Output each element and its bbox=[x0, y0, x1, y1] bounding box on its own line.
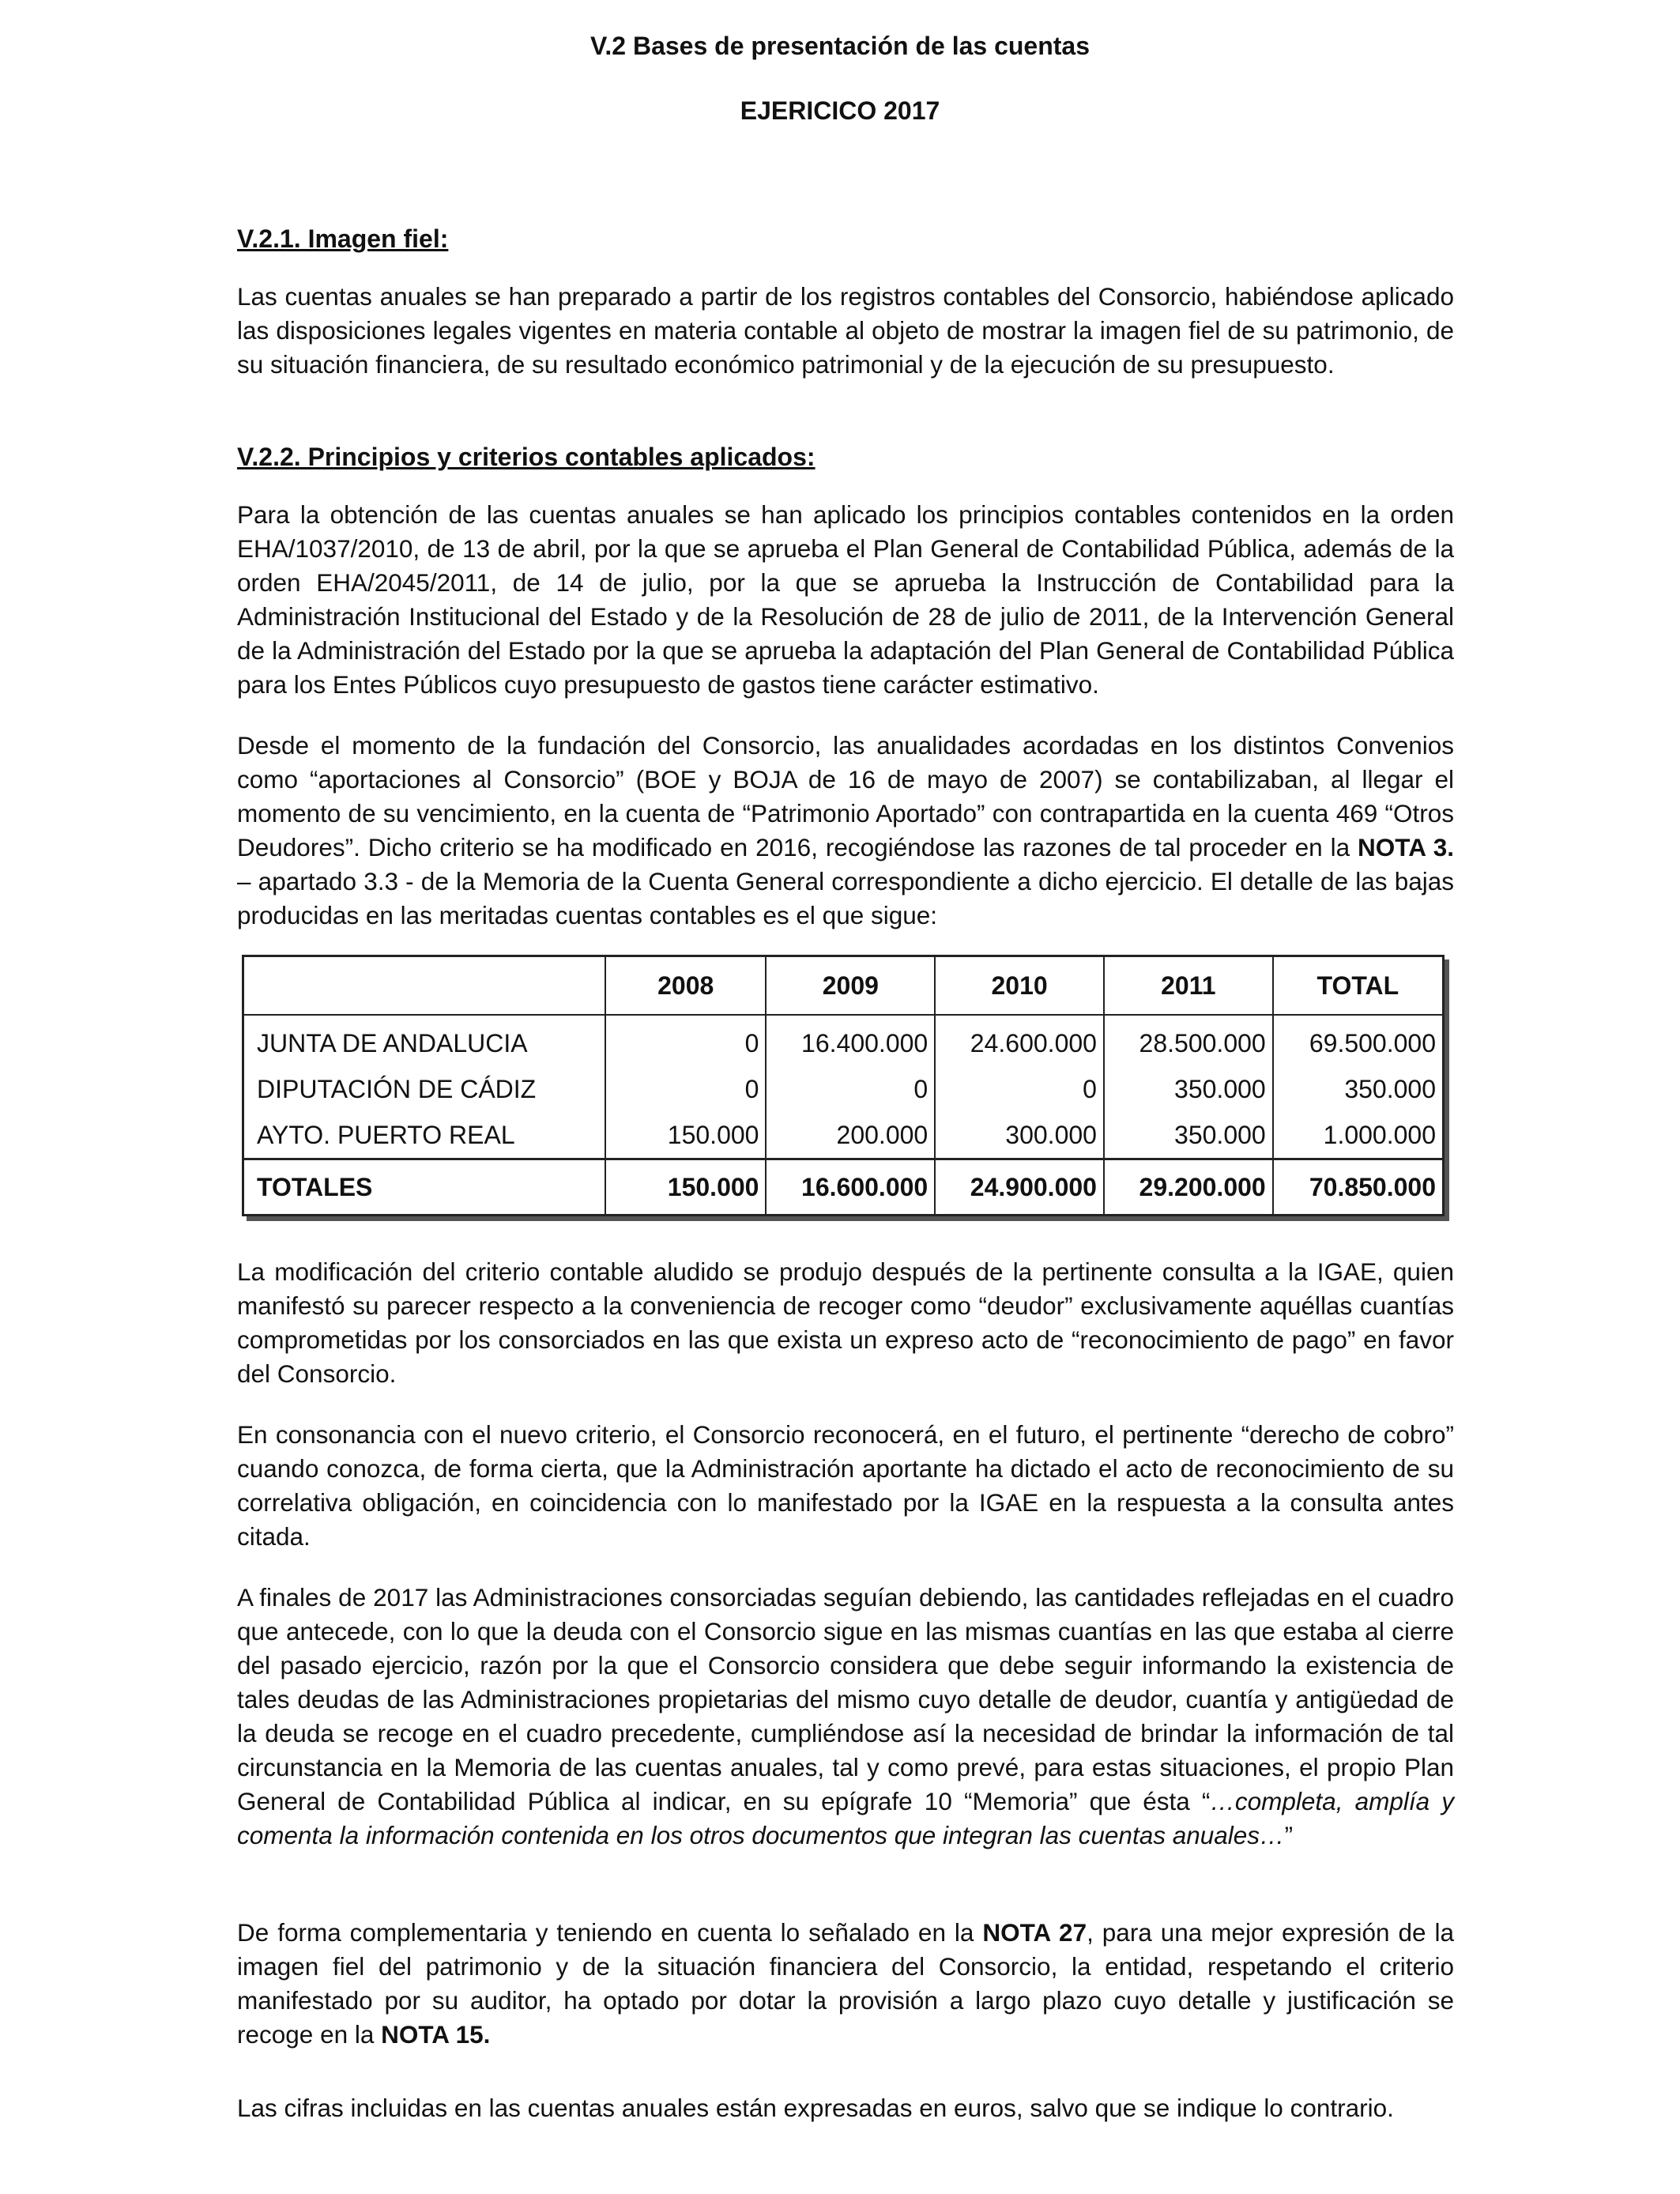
table-cell: 150.000 bbox=[605, 1159, 767, 1216]
table-header-cell: 2009 bbox=[766, 956, 935, 1016]
igae-consultation-paragraph: La modificación del criterio contable aludido se produjo después de la pertinente consulta a la IGAE, quien manifestó su parecer respecto a la conveniencia de recoger como “deudor” exclusivamente aquéllas cuantías comprometidas por los consorciados en las que exista un expreso acto de “reconocimiento de pago” en favor del Consorcio. bbox=[237, 1257, 1454, 1388]
section-imagen-fiel-paragraph: Las cuentas anuales se han preparado a partir de los registros contables del Consorcio, habiéndose aplicado las disposiciones legales vigentes en materia contable al objeto de mostrar la imagen fiel de su patrimonio, de su situación financiera, de su resultado económico patrimonial y de la ejecución de su presupuesto. bbox=[237, 282, 1454, 379]
nota-15-reference: NOTA 15. bbox=[381, 2020, 491, 2049]
table-header-cell: 2010 bbox=[935, 956, 1104, 1016]
table-cell: 150.000 bbox=[605, 1112, 767, 1159]
memoria-quote: …completa, amplía y comenta la información contenida en los otros documentos que integran las cuentas anuales… bbox=[237, 1787, 1454, 1849]
bajas-table bbox=[242, 955, 1445, 1216]
table-cell: 29.200.000 bbox=[1104, 1159, 1273, 1216]
table-cell: 0 bbox=[605, 1015, 767, 1066]
table-cell: 350.000 bbox=[1104, 1066, 1273, 1112]
table-cell: 0 bbox=[605, 1066, 767, 1112]
section-principios-paragraph-2: Desde el momento de la fundación del Consorcio, las anualidades acordadas en los distintos Convenios como “aportaciones al Consorcio” (BOE y BOJA de 16 de mayo de 2007) se contabilizaban, al llegar el momento de su vencimiento, en la cuenta de “Patrimonio Aportado” con contrapartida en la cuenta 469 “Otros Deudores”. Dicho criterio se ha modificado en 2016, recogiéndose las razones de tal proceder en la NOTA 3. – apartado 3.3 - de la Memoria de la Cuenta General correspondiente a dicho ejercicio. El detalle de las bajas producidas en las meritadas cuentas contables es el que sigue: bbox=[237, 731, 1454, 929]
table-cell: TOTALES bbox=[243, 1159, 605, 1216]
table-cell: 70.850.000 bbox=[1273, 1159, 1444, 1216]
derecho-cobro-paragraph: En consonancia con el nuevo criterio, el Consorcio reconocerá, en el futuro, el pertinente “derecho de cobro” cuando conozca, de forma cierta, que la Administración aportante ha dictado el acto de reconocimiento de su correlativa obligación, en coincidencia con lo manifestado por la IGAE en la respuesta a la consulta antes citada. bbox=[237, 1420, 1454, 1551]
table-cell: 28.500.000 bbox=[1104, 1015, 1273, 1066]
nota-3-reference: NOTA 3. bbox=[1358, 833, 1454, 861]
table-header-cell: 2008 bbox=[605, 956, 767, 1016]
table-cell: 350.000 bbox=[1273, 1066, 1444, 1112]
table-header-cell: 2011 bbox=[1104, 956, 1273, 1016]
table-header-cell: TOTAL bbox=[1273, 956, 1444, 1016]
provision-paragraph: De forma complementaria y teniendo en cuenta lo señalado en la NOTA 27, para una mejor expresión de la imagen fiel del patrimonio y de la situación financiera del Consorcio, la entidad, respetando el criterio manifestado por su auditor, ha optado por dotar la provisión a largo plazo cuyo detalle y justificación se recoge en la NOTA 15. bbox=[237, 1918, 1454, 2049]
table-cell: 0 bbox=[766, 1066, 935, 1112]
section-principios-paragraph: Para la obtención de las cuentas anuales se han aplicado los principios contables contenidos en la orden EHA/1037/2010, de 13 de abril, por la que se aprueba el Plan General de Contabilidad Pública, además de la orden EHA/2045/2011, de 14 de julio, por la que se aprueba la Instrucción de Contabilidad para la Administración Institucional del Estado y de la Resolución de 28 de julio de 2011, de la Intervención General de la Administración del Estado por la que se aprueba la adaptación del Plan General de Contabilidad Pública para los Entes Públicos cuyo presupuesto de gastos tiene carácter estimativo. bbox=[237, 500, 1454, 699]
deuda-paragraph: A finales de 2017 las Administraciones consorciadas seguían debiendo, las cantidades reflejadas en el cuadro que antecede, con lo que la deuda con el Consorcio sigue en las mismas cuantías en las que estaba al cierre del pasado ejercicio, razón por la que el Consorcio considera que debe seguir informando la existencia de tales deudas de las Administraciones propietarias del mismo cuyo detalle de deudor, cuantía y antigüedad de la deuda se recoge en el cuadro precedente, cumpliéndose así la necesidad de brindar la información de tal circunstancia en la Memoria de las cuentas anuales, tal y como prevé, para estas situaciones, el propio Plan General de Contabilidad Pública al indicar, en su epígrafe 10 “Memoria” que ésta “…completa, amplía y comenta la información contenida en los otros documentos que integran las cuentas anuales…” bbox=[237, 1583, 1454, 1849]
table-cell: 200.000 bbox=[766, 1112, 935, 1159]
table-cell: 300.000 bbox=[935, 1112, 1104, 1159]
table-cell: 16.600.000 bbox=[766, 1159, 935, 1216]
section-imagen-fiel-title: V.2.1. Imagen fiel: bbox=[237, 224, 449, 253]
table-row bbox=[243, 1066, 1444, 1112]
section-principios-title: V.2.2. Principios y criterios contables aplicados: bbox=[237, 443, 816, 471]
currency-note-paragraph: Las cifras incluidas en las cuentas anuales están expresadas en euros, salvo que se indique lo contrario. bbox=[237, 2094, 1394, 2122]
table-cell: 69.500.000 bbox=[1273, 1015, 1444, 1066]
table-cell: 24.900.000 bbox=[935, 1159, 1104, 1216]
table-header-row bbox=[243, 956, 1444, 1016]
table-cell: JUNTA DE ANDALUCIA bbox=[243, 1015, 605, 1066]
nota-27-reference: NOTA 27 bbox=[982, 1918, 1087, 1947]
table-cell: DIPUTACIÓN DE CÁDIZ bbox=[243, 1066, 605, 1112]
table-row bbox=[243, 1112, 1444, 1159]
table-totals-row bbox=[243, 1159, 1444, 1216]
table-cell: 0 bbox=[935, 1066, 1104, 1112]
table-cell: 16.400.000 bbox=[766, 1015, 935, 1066]
table-cell: 1.000.000 bbox=[1273, 1112, 1444, 1159]
table-cell: 350.000 bbox=[1104, 1112, 1273, 1159]
table-header-cell bbox=[243, 956, 605, 1016]
table-cell: AYTO. PUERTO REAL bbox=[243, 1112, 605, 1159]
fiscal-year-heading: EJERICICO 2017 bbox=[740, 96, 940, 125]
table-cell: 24.600.000 bbox=[935, 1015, 1104, 1066]
table-row bbox=[243, 1015, 1444, 1066]
document-title: V.2 Bases de presentación de las cuentas bbox=[590, 32, 1090, 60]
